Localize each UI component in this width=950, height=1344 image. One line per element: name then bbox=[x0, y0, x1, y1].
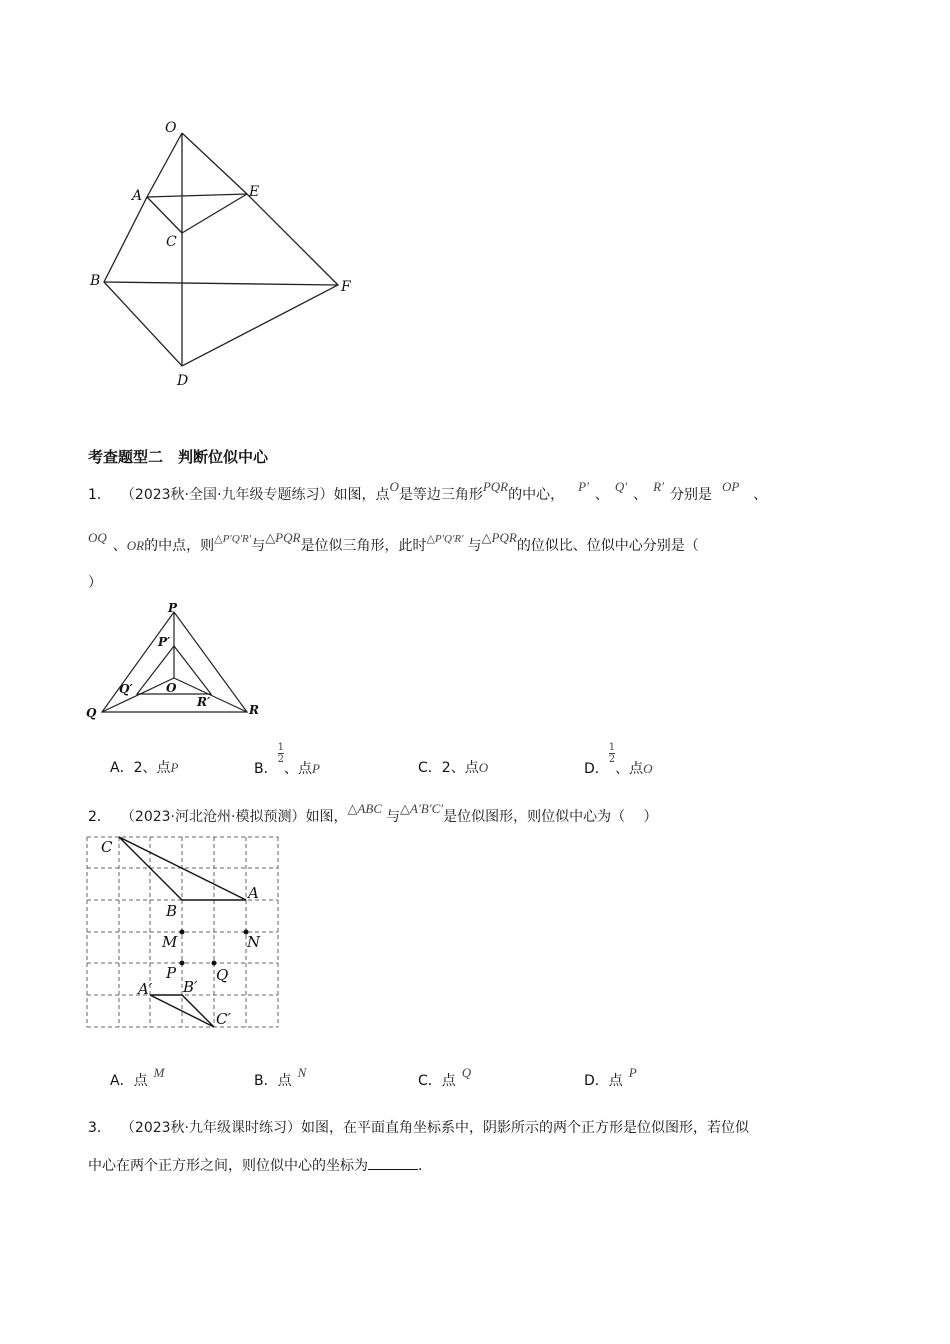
q1-text: 是位似三角形，此时 bbox=[300, 538, 427, 554]
label-m: M bbox=[162, 933, 178, 951]
label-p-prime: P′ bbox=[158, 635, 171, 649]
segment-bf bbox=[104, 282, 338, 285]
q1-close-paren: ） bbox=[88, 575, 102, 591]
option-letter: D． bbox=[584, 1073, 609, 1089]
q2-source: （2023·河北沧州·模拟预测） bbox=[120, 809, 306, 825]
q1-text: 是等边三角形 bbox=[398, 487, 483, 503]
label-b: B bbox=[90, 273, 101, 289]
q3-text: 中心在两个正方形之间，则位似中心的坐标为 bbox=[88, 1158, 368, 1174]
q2-option-a[interactable] bbox=[110, 1065, 165, 1090]
option-text: 点 bbox=[441, 1073, 456, 1089]
label-c: C bbox=[101, 838, 113, 856]
q2-line-1 bbox=[88, 801, 658, 826]
point-q bbox=[212, 961, 217, 966]
option-text: 、点 bbox=[615, 760, 644, 777]
q2-grid-figure bbox=[84, 832, 284, 1032]
point-m bbox=[180, 930, 185, 935]
option-letter: A． bbox=[110, 1073, 134, 1089]
fraction-numerator: 1 bbox=[277, 742, 284, 753]
segment-ac bbox=[147, 197, 182, 233]
outer-quadrilateral bbox=[104, 133, 338, 366]
option-var: N bbox=[297, 1065, 307, 1080]
segment-oq bbox=[102, 678, 174, 712]
option-text: 2、点 bbox=[441, 760, 479, 776]
q1-text: 的中点，则 bbox=[144, 538, 215, 554]
q1-text: 如图，点 bbox=[333, 487, 390, 503]
q2-number: 2． bbox=[88, 809, 111, 825]
q1-var-or: OR bbox=[126, 538, 145, 553]
q1-var-o: O bbox=[389, 479, 399, 494]
fraction-denominator: 2 bbox=[277, 754, 284, 765]
label-q-prime: Q′ bbox=[119, 682, 133, 696]
q1-triangle-pqr: △PQR bbox=[265, 530, 301, 545]
q1-var-q-prime: Q′ bbox=[614, 479, 628, 494]
option-var: P bbox=[628, 1065, 637, 1080]
q1-option-d[interactable] bbox=[584, 742, 653, 777]
label-o: O bbox=[166, 681, 177, 695]
q2-option-d[interactable] bbox=[584, 1065, 637, 1090]
q2-text: 是位似图形，则位似中心为（ ） bbox=[443, 809, 658, 825]
label-p: P bbox=[168, 601, 178, 615]
label-q: Q bbox=[216, 966, 229, 984]
option-letter: A． bbox=[110, 760, 134, 776]
q1-line-1 bbox=[88, 479, 768, 504]
label-b-prime: B′ bbox=[183, 978, 198, 996]
q1-text: 与 bbox=[251, 538, 266, 554]
segment-ce bbox=[182, 194, 247, 233]
q1-text: 分别是 bbox=[669, 487, 712, 503]
q1-separator: 、 bbox=[594, 487, 609, 503]
fraction-denominator: 2 bbox=[608, 754, 616, 765]
segment-or bbox=[174, 678, 247, 712]
q1-separator: 、 bbox=[112, 538, 127, 554]
option-letter: D． bbox=[584, 760, 609, 777]
q3-line-1 bbox=[88, 1117, 749, 1137]
option-letter: C． bbox=[418, 760, 442, 776]
q2-option-c[interactable] bbox=[418, 1065, 472, 1090]
label-a: A bbox=[248, 884, 259, 902]
q1-var-pqr: PQR bbox=[482, 479, 509, 494]
q1-text: 的中心， bbox=[508, 487, 565, 503]
section-title: 考查题型二 判断位似中心 bbox=[88, 448, 269, 466]
q1-text: 与 bbox=[467, 538, 482, 554]
option-var: O bbox=[478, 760, 489, 775]
q3-source: （2023秋·九年级课时练习） bbox=[120, 1120, 302, 1136]
q1-text: 的位似比、位似中心分别是（ bbox=[516, 538, 699, 554]
q1-var-op: OP bbox=[721, 479, 740, 494]
q1-triangle-prime: △P′Q′R′ bbox=[426, 533, 464, 545]
q2-text: 与 bbox=[386, 809, 401, 825]
q1-triangle-figure bbox=[82, 600, 272, 725]
q1-separator: 、 bbox=[633, 487, 648, 503]
option-var: O bbox=[643, 760, 653, 776]
q1-var-p-prime: P′ bbox=[578, 479, 589, 494]
q2-option-b[interactable] bbox=[254, 1065, 307, 1090]
option-letter: C． bbox=[418, 1073, 442, 1089]
q3-end: . bbox=[418, 1158, 423, 1174]
top-geometry-figure bbox=[85, 115, 365, 395]
option-var: P bbox=[170, 760, 179, 775]
q3-number: 3． bbox=[88, 1120, 111, 1136]
q1-triangle-prime: △P′Q′R′ bbox=[214, 533, 252, 545]
q3-line-2 bbox=[88, 1155, 422, 1175]
q1-option-b[interactable] bbox=[254, 742, 320, 777]
q1-triangle-pqr: △PQR bbox=[481, 530, 517, 545]
label-b: B bbox=[166, 902, 178, 920]
q2-text: 如图， bbox=[305, 809, 348, 825]
option-text: 点 bbox=[277, 1073, 292, 1089]
label-a: A bbox=[132, 188, 143, 204]
option-text: 、点 bbox=[283, 760, 312, 777]
label-e: E bbox=[249, 184, 260, 200]
q1-separator: 、 bbox=[753, 487, 768, 503]
q1-source: （2023秋·全国·九年级专题练习） bbox=[120, 487, 334, 503]
option-text: 点 bbox=[608, 1073, 623, 1089]
q1-number: 1． bbox=[88, 487, 111, 503]
q2-triangle-abc: △ABC bbox=[347, 801, 383, 816]
fraction-numerator: 1 bbox=[608, 742, 616, 753]
label-o: O bbox=[165, 120, 177, 136]
option-var: Q bbox=[461, 1065, 472, 1080]
option-text: 点 bbox=[133, 1073, 148, 1089]
label-c: C bbox=[166, 234, 177, 250]
label-q: Q bbox=[86, 706, 97, 720]
q1-var-oq: OQ bbox=[88, 530, 107, 545]
label-f: F bbox=[341, 279, 351, 295]
label-p: P bbox=[166, 964, 177, 982]
label-a-prime: A′ bbox=[138, 980, 153, 998]
q1-line-2 bbox=[88, 530, 699, 555]
label-r: R bbox=[249, 703, 259, 717]
answer-blank[interactable] bbox=[368, 1157, 418, 1170]
q1-option-a[interactable] bbox=[110, 757, 178, 777]
option-text: 2、点 bbox=[133, 760, 171, 776]
option-var: M bbox=[153, 1065, 165, 1080]
q1-option-c[interactable] bbox=[418, 757, 488, 777]
segment-ae bbox=[147, 194, 247, 197]
option-var: P bbox=[311, 760, 320, 776]
option-letter: B． bbox=[254, 760, 278, 777]
label-d: D bbox=[177, 373, 189, 389]
label-r-prime: R′ bbox=[197, 695, 211, 709]
label-c-prime: C′ bbox=[216, 1010, 231, 1028]
option-letter: B． bbox=[254, 1073, 278, 1089]
q1-var-r-prime: R′ bbox=[653, 479, 664, 494]
q3-text: 如图，在平面直角坐标系中，阴影所示的两个正方形是位似图形，若位似 bbox=[301, 1120, 750, 1136]
point-p bbox=[180, 961, 185, 966]
q2-triangle-prime: △A′B′C′ bbox=[400, 801, 444, 816]
label-n: N bbox=[247, 933, 261, 951]
